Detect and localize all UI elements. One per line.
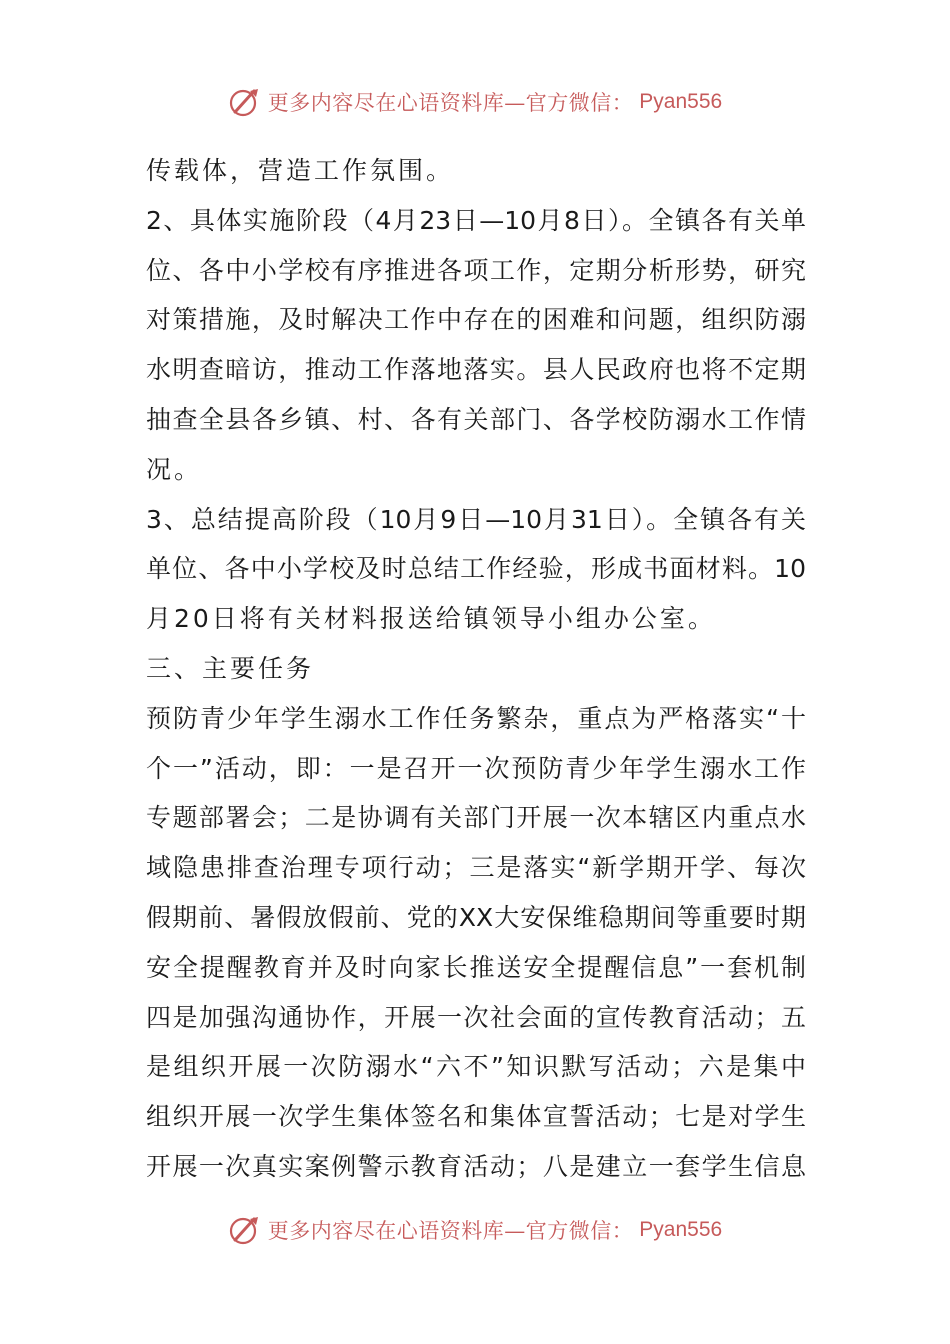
text-line: 假期前、暑假放假前、党的XX大安保维稳期间等重要时期 <box>146 902 806 932</box>
text-line: 是组织开展一次防溺水“六不”知识默写活动；六是集中 <box>146 1052 806 1082</box>
pen-logo-icon <box>228 85 262 119</box>
text-line: 域隐患排查治理专项行动；三是落实“新学期开学、每次 <box>146 853 806 883</box>
text-line: 水明查暗访，推动工作落地落实。县人民政府也将不定期 <box>146 355 806 385</box>
text-line: 单位、各中小学校及时总结工作经验，形成书面材料。10 <box>146 554 806 584</box>
text-line: 2、具体实施阶段（4月23日—10月8日）。全镇各有关单 <box>146 205 806 235</box>
text-line: 3、总结提高阶段（10月9日—10月31日）。全镇各有关 <box>146 504 806 534</box>
text-line: 安全提醒教育并及时向家长推送安全提醒信息”一套机制 <box>146 952 806 982</box>
banner-wechat-id: Pyan556 <box>639 90 723 113</box>
text-line: 组织开展一次学生集体签名和集体宣誓活动；七是对学生 <box>146 1102 806 1132</box>
text-line: 预防青少年学生溺水工作任务繁杂，重点为严格落实“十 <box>146 703 806 733</box>
footer-banner <box>0 1210 950 1250</box>
text-line: 开展一次真实案例警示教育活动；八是建立一套学生信息 <box>146 1151 806 1181</box>
text-line: 对策措施，及时解决工作中存在的困难和问题，组织防溺 <box>146 305 806 335</box>
text-line: 月20日将有关材料报送给镇领导小组办公室。 <box>146 604 716 634</box>
banner-label: 更多内容尽在心语资料库—官方微信： <box>267 1219 634 1243</box>
banner-wechat-id: Pyan556 <box>639 1218 723 1241</box>
text-line: 况。 <box>146 454 203 484</box>
banner-label: 更多内容尽在心语资料库—官方微信： <box>267 91 634 115</box>
text-line: 专题部署会；二是协调有关部门开展一次本辖区内重点水 <box>146 803 806 833</box>
text-line: 个一”活动，即：一是召开一次预防青少年学生溺水工作 <box>146 753 806 783</box>
header-banner <box>0 82 950 122</box>
text-line: 位、各中小学校有序推进各项工作，定期分析形势，研究 <box>146 255 806 285</box>
section-heading: 三、主要任务 <box>146 653 315 683</box>
text-line: 抽查全县各乡镇、村、各有关部门、各学校防溺水工作情 <box>146 404 806 434</box>
document-body <box>146 146 806 1192</box>
pen-logo-icon <box>228 1213 262 1247</box>
text-line: 传载体，营造工作氛围。 <box>146 156 455 185</box>
text-line: 四是加强沟通协作，开展一次社会面的宣传教育活动；五 <box>146 1002 806 1032</box>
